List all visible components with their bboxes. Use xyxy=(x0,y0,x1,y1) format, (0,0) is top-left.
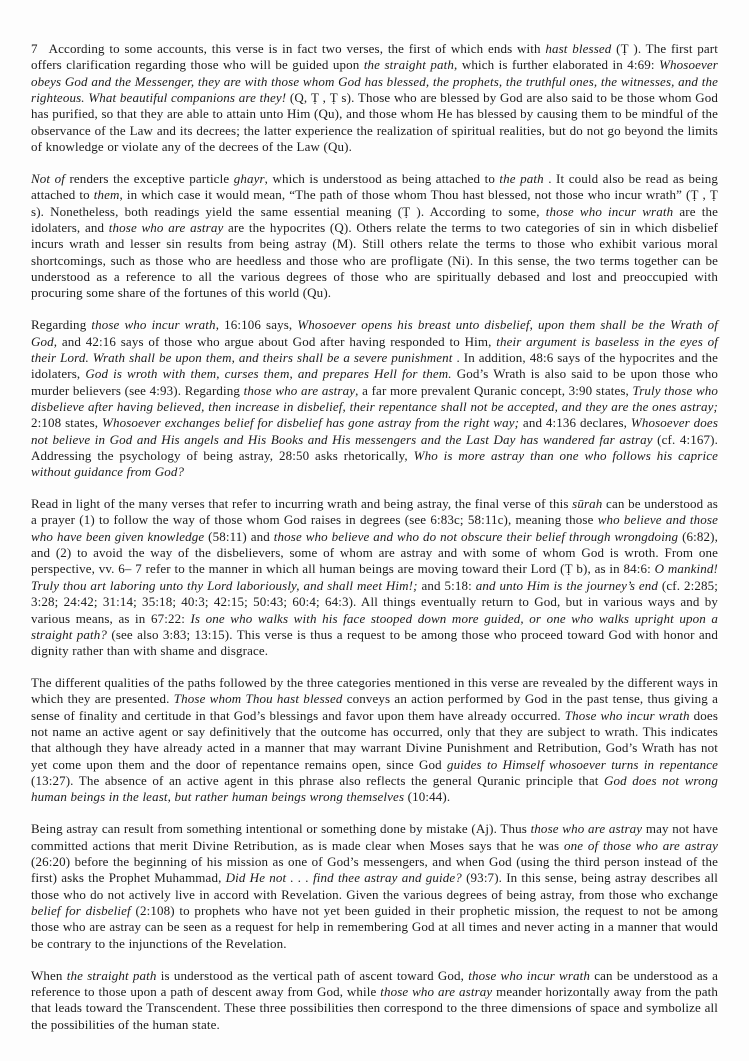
paragraph-1: 7 According to some accounts, this verse is in fact two verses, the first of which ends with hast blessed (Ṭ ). The first part offers clarification regarding those who will be guided upon the straight path, which is further elaborated in 4:69: Whosoever obeys God and the Messenger, they are with those whom God has blessed, the prophets, the truthful ones, the witnesses, and the righteous. What beautiful companions are they! (Q, Ṭ , Ṭ s). Those who are blessed by God are also said to be those whom God has purified, so that they are able to attain unto Him (Qu), and those whom He has blessed by causing them to be mindful of the observance of the Law and its decrees; the latter experience the realization of spiritual realities, but do not go beyond the limits of knowledge or violate any of the decrees of the Law (Qu). xyxy=(31,41,718,155)
paragraph-6: Being astray can result from something intentional or something done by mistake (Aj). Thus those who are astray may not have committed actions that merit Divine Retribution, as is made clear when Moses says that he was one of those who are astray (26:20) before the beginning of his mission as one of God’s messengers, and when God (using the third person instead of the first) asks the Prophet Muhammad, Did He not . . . find thee astray and guide? (93:7). In this sense, being astray describes all those who do not actively live in accord with Revelation. Given the various degrees of being astray, from those who exchange belief for disbelief (2:108) to prophets who have not yet been guided in their prophetic mission, the request to not be among those who are astray can be seen as a request for help in remembering God at all times and never acting in a manner that would be contrary to the injunctions of the Revelation. xyxy=(31,821,719,951)
paragraph-7: When the straight path is understood as the vertical path of ascent toward God, those who incur wrath can be understood as a reference to those upon a path of descent away from God, while those who are astray meander horizontally away from the path that leads toward the Transcendent. These three possibilities then correspond to the three dimensions of space and symbolize all the possibilities of the human state. xyxy=(31,967,719,1032)
page-text-body xyxy=(31,41,718,1033)
paragraph-number: 7 xyxy=(31,41,38,56)
paragraph-3: Regarding those who incur wrath, 16:106 says, Whosoever opens his breast unto disbelief, upon them shall be the Wrath of God, and 42:16 says of those who argue about God after having responded to Him, their argument is baseless in the eyes of their Lord. Wrath shall be upon them, and theirs shall be a severe punishment . In addition, 48:6 says of the hypocrites and the idolaters, God is wroth with them, curses them, and prepares Hell for them. God’s Wrath is also said to be upon those who murder believers (see 4:93). Regarding those who are astray, a far more prevalent Quranic concept, 3:90 states, Truly those who disbelieve after having believed, then increase in disbelief, their repentance shall not be accepted, and they are the ones astray; 2:108 states, Whosoever exchanges belief for disbelief has gone astray from the right way; and 4:136 declares, Whosoever does not believe in God and His angels and His Books and His messengers and the Last Day has wandered far astray (cf. 4:167). Addressing the psychology of being astray, 28:50 asks rhetorically, Who is more astray than one who follows his caprice without guidance from God? xyxy=(31,317,719,480)
paragraph-5: The different qualities of the paths followed by the three categories mentioned in this verse are revealed by the different ways in which they are presented. Those whom Thou hast blessed conveys an action performed by God in the past tense, thus giving a sense of finality and certitude in that God’s blessings and favor upon them have already occurred. Those who incur wrath does not name an active agent or say definitively that the outcome has occurred, only that they are subject to wrath. This indicates that although they have already acted in a manner that may warrant Divine Punishment and Retribution, God’s Wrath has not yet come upon them and the door of repentance remains open, since God guides to Himself whosoever turns in repentance (13:27). The absence of an active agent in this phrase also reflects the general Quranic principle that God does not wrong human beings in the least, but rather human beings wrong themselves (10:44). xyxy=(31,675,719,805)
paragraph-2: Not of renders the exceptive particle ghayr, which is understood as being attached to the path . It could also be read as being attached to them, in which case it would mean, “The path of those whom Thou hast blessed, not those who incur wrath” (Ṭ , Ṭ s). Nonetheless, both readings yield the same essential meaning (Ṭ ). According to some, those who incur wrath are the idolaters, and those who are astray are the hypocrites (Q). Others relate the terms to two categories of sin in which disbelief incurs wrath and lesser sin results from being astray (M). Still others relate the terms to those who exhibit various moral shortcomings, such as those who are heedless and those who are profligate (Ni). In this sense, the two terms together can be understood as a reference to all the various degrees of those who are spiritually debased and lost and preoccupied with procuring some share of the fortunes of this world (Qu). xyxy=(31,170,718,301)
paragraph-4: Read in light of the many verses that refer to incurring wrath and being astray, the final verse of this sūrah can be understood as a prayer (1) to follow the way of those whom God raises in degrees (see 6:83c; 58:11c), meaning those who believe and those who have been given knowledge (58:11) and those who believe and who do not obscure their belief through wrongdoing (6:82), and (2) to avoid the way of the disbelievers, some of whom are astray and with some of whom God is wroth. From one perspective, vv. 6– 7 refer to the manner in which all human beings are moving toward their Lord (Ṭ b), as in 84:6: O mankind! Truly thou art laboring unto thy Lord laboriously, and shall meet Him!; and 5:18: and unto Him is the journey’s end (cf. 2:285; 3:28; 24:42; 31:14; 35:18; 40:3; 42:15; 50:43; 60:4; 64:3). All things eventually return to God, but in various ways and by various means, as in 67:22: Is one who walks with his face stooped down more guided, or one who walks upright upon a straight path? (see also 3:83; 13:15). This verse is thus a request to be among those who proceed toward God with honor and dignity rather than with shame and disgrace. xyxy=(31,496,719,659)
